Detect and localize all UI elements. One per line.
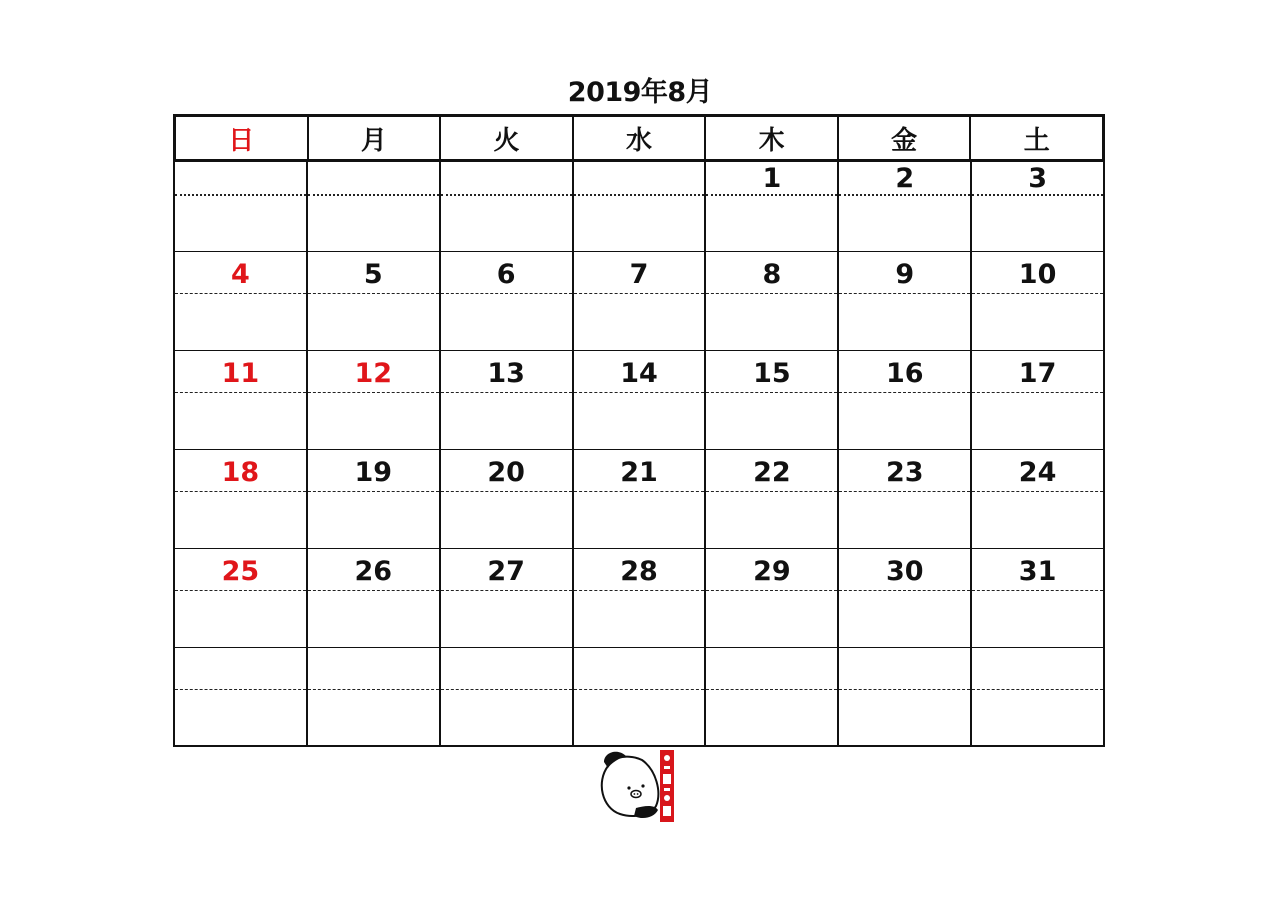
week-row [175,251,1103,351]
day-number: 17 [1018,358,1057,389]
day-number: 22 [753,457,791,488]
day-cell [970,648,1103,746]
day-number: 26 [354,556,393,587]
day-cell [306,450,439,549]
day-number: 14 [620,358,658,389]
day-number: 8 [762,259,782,290]
week-row [175,647,1103,746]
weekday-thursday: 木 [704,117,837,159]
day-cell [704,648,837,746]
day-number: 6 [496,259,516,290]
day-number: 12 [354,358,393,389]
day-cell [572,549,705,648]
week-row [175,548,1103,648]
day-cell [837,161,970,251]
day-number: 28 [620,556,658,587]
day-cell [572,450,705,549]
day-number: 16 [885,358,924,389]
day-cell [704,549,837,648]
calendar-title: 2019年8月 [567,77,713,108]
day-number: 4 [231,259,250,290]
day-number: 7 [629,259,649,290]
weekday-saturday: 土 [969,117,1102,159]
weekday-wednesday: 水 [572,117,705,159]
day-cell [175,252,306,351]
day-number: 30 [885,556,924,587]
day-cell [704,351,837,450]
day-cell [175,450,306,549]
day-cell [439,351,572,450]
day-cell [439,252,572,351]
day-cell [175,161,306,251]
weekday-tuesday: 火 [439,117,572,159]
day-cell [837,648,970,746]
day-cell [970,450,1103,549]
calendar-grid [173,161,1105,747]
day-number: 25 [221,556,260,587]
day-cell [175,549,306,648]
day-cell [837,450,970,549]
day-cell [572,351,705,450]
day-cell [439,161,572,251]
day-cell [837,351,970,450]
day-cell [306,252,439,351]
week-row [175,161,1103,251]
day-cell [572,252,705,351]
day-cell [306,648,439,746]
day-cell [306,549,439,648]
day-cell [175,351,306,450]
day-number: 24 [1018,457,1057,488]
day-number: 20 [487,457,525,488]
day-cell [970,351,1103,450]
day-number: 18 [221,457,260,488]
day-cell [704,450,837,549]
day-cell [970,549,1103,648]
day-number: 21 [620,457,658,488]
week-row [175,449,1103,549]
day-number: 11 [221,358,260,389]
pig-mascot-logo [596,748,686,826]
day-cell [572,648,705,746]
day-number: 29 [753,556,791,587]
day-cell [439,648,572,746]
day-number: 5 [363,259,383,290]
day-number: 27 [487,556,525,587]
day-number: 2 [895,163,915,194]
day-cell [837,549,970,648]
day-cell [306,161,439,251]
weekday-header [173,114,1105,162]
week-row [175,350,1103,450]
day-cell [970,252,1103,351]
day-cell [572,161,705,251]
day-cell [175,648,306,746]
day-number: 10 [1018,259,1057,290]
day-cell [837,252,970,351]
day-number: 3 [1028,163,1047,194]
weekday-sunday: 日 [228,125,255,156]
day-number: 13 [487,358,525,389]
day-number: 23 [885,457,924,488]
weekday-monday: 月 [307,117,440,159]
day-number: 9 [895,259,915,290]
day-cell [970,161,1103,251]
day-number: 31 [1018,556,1057,587]
day-cell [439,549,572,648]
day-number: 15 [753,358,791,389]
day-number: 19 [354,457,393,488]
weekday-friday: 金 [837,117,970,159]
day-cell [439,450,572,549]
day-cell [306,351,439,450]
day-cell [704,252,837,351]
day-number: 1 [762,163,782,194]
day-cell [704,161,837,251]
